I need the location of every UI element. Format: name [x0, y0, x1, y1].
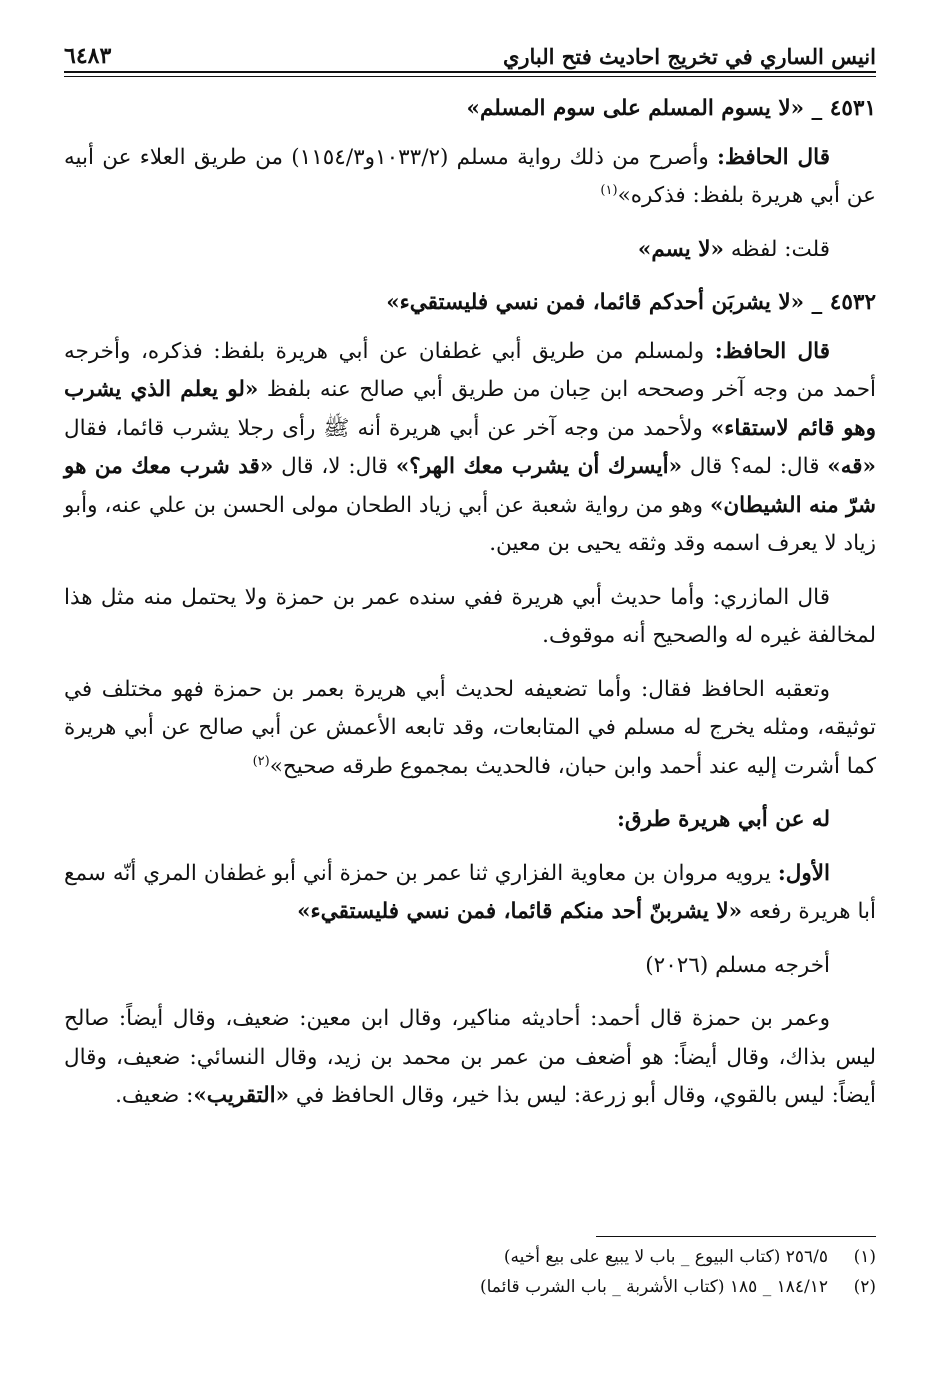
footnote-1 — [360, 1242, 876, 1272]
narrator-assessment — [64, 1000, 876, 1116]
speaker-label: قال الحافظ: — [714, 338, 830, 364]
footnote-ref-1: (١) — [600, 182, 618, 198]
footnote-separator — [596, 1236, 876, 1237]
taqub-text: وتعقبه الحافظ فقال: وأما تضعيفه لحديث أبي هريرة بعمر بن حمزة فهو مختلف في توثيقه، ومثله يخرج له مسلم في المتابعات، وقد تابعه الأعمش عن أبي صالح عن أبي هريرة كما أشرت إليه عند أحمد وابن حبان، فالحديث بمجموع طرقه صحيح» — [64, 676, 876, 779]
turuq-heading — [64, 801, 876, 840]
running-header — [64, 28, 876, 68]
footnote-2 — [360, 1272, 876, 1302]
footnote-number: (٢) — [853, 1277, 876, 1297]
qult-quote: «لا يسم» — [637, 236, 724, 262]
book-title: «التقريب» — [193, 1083, 290, 1108]
comment-text: وهو من رواية شعبة عن أبي زياد الطحان مولى الحسن بن علي عنه، وأبو زياد لا يعرف اسمه وقد وثقه يحيى بن معين. — [64, 492, 876, 556]
comment-text: ولأحمد من وجه آخر عن أبي هريرة أنه ﷺ رأى رجلا يشرب قائما، فقال — [64, 415, 711, 441]
speaker-label: قال الحافظ: — [717, 144, 830, 170]
footnote-text: ١٨٤/١٢ _ ١٨٥ (كتاب الأشربة _ باب الشرب قائما) — [479, 1277, 828, 1297]
comment-text: قال: لمه؟ قال — [682, 454, 828, 479]
footnote-number: (١) — [853, 1247, 876, 1267]
taqub-paragraph — [64, 671, 876, 787]
main-text — [64, 90, 876, 1131]
footnote-text: ٢٥٦/٥ (كتاب البيوع _ باب لا يبيع على بيع أخيه) — [503, 1247, 828, 1267]
assessment-end: : ضعيف. — [115, 1083, 194, 1108]
quoted-text: «قه» — [827, 454, 876, 479]
comment-text: ولمسلم من طريق أبي غطفان عن أبي هريرة بلفظ: فذكره، وأخرجه أحمد من وجه آخر وصححه ابن حِبان من طريق أبي صالح عنه بلفظ — [64, 338, 876, 402]
quoted-text: «لو يعلم الذي يشرب وهو قائم لاستقاء» — [64, 377, 876, 441]
quoted-text: «قد شرب معك من هو شرّ منه الشيطان» — [64, 454, 876, 518]
page-number: ٦٤٨٣ — [64, 42, 112, 69]
header-rule-thin — [64, 76, 876, 77]
hadith-title-4532: ٤٥٣٢ _ «لا يشربَن أحدكم قائما، فمن نسي فليستقيء» — [386, 290, 876, 315]
qult-note — [64, 231, 876, 270]
hafiz-comment-4531 — [64, 139, 876, 216]
takhrij-line: أخرجه مسلم (٢٠٢٦) — [645, 952, 830, 978]
hafiz-comment-4532 — [64, 333, 876, 564]
assessment-text: وعمر بن حمزة قال أحمد: أحاديثه مناكير، وقال ابن معين: ضعيف، وقال أيضاً: صالح ليس بذاك، وقال أيضاً: هو أضعف من عمر بن محمد بن زيد، وقال النسائي: ضعيف، وقال أيضاً: ليس بالقوي، وقال أبو زرعة: ليس بذا خير، وقال الحافظ في — [64, 1006, 876, 1108]
first-route-paragraph — [64, 855, 876, 932]
section-heading: له عن أبي هريرة طرق: — [617, 807, 830, 832]
quoted-text: «لا يشربنّ أحد منكم قائما، فمن نسي فليستقيء» — [297, 899, 743, 924]
footnotes — [360, 1242, 876, 1302]
running-title: انيس الساري في تخريج احاديث فتح الباري — [502, 43, 876, 69]
route-label: الأول: — [777, 860, 830, 886]
hadith-title-4531: ٤٥٣١ _ «لا يسوم المسلم على سوم المسلم» — [466, 96, 876, 121]
qult-text: قلت: لفظه — [723, 236, 830, 262]
mazari-paragraph: قال المازري: وأما حديث أبي هريرة ففي سنده عمر بن حمزة ولا يحتمل منه مثل هذا لمخالفة غيره له والصحيح أنه موقوف. — [64, 584, 876, 648]
route-text: يرويه مروان بن معاوية الفزاري ثنا عمر بن حمزة أني أبو غطفان المري أنّه سمع أبا هريرة رفعه — [64, 860, 876, 924]
quoted-text: «أيسرك أن يشرب معك الهر؟» — [395, 454, 683, 479]
comment-text: قال: لا، قال — [273, 454, 396, 479]
footnote-ref-2: (٢) — [252, 753, 270, 769]
comment-text: وأصرح من ذلك رواية مسلم (١٠٣٣/٢و١١٥٤/٣) من طريق العلاء عن أبيه عن أبي هريرة بلفظ: فذكره» — [64, 144, 876, 208]
header-rule — [64, 71, 876, 73]
